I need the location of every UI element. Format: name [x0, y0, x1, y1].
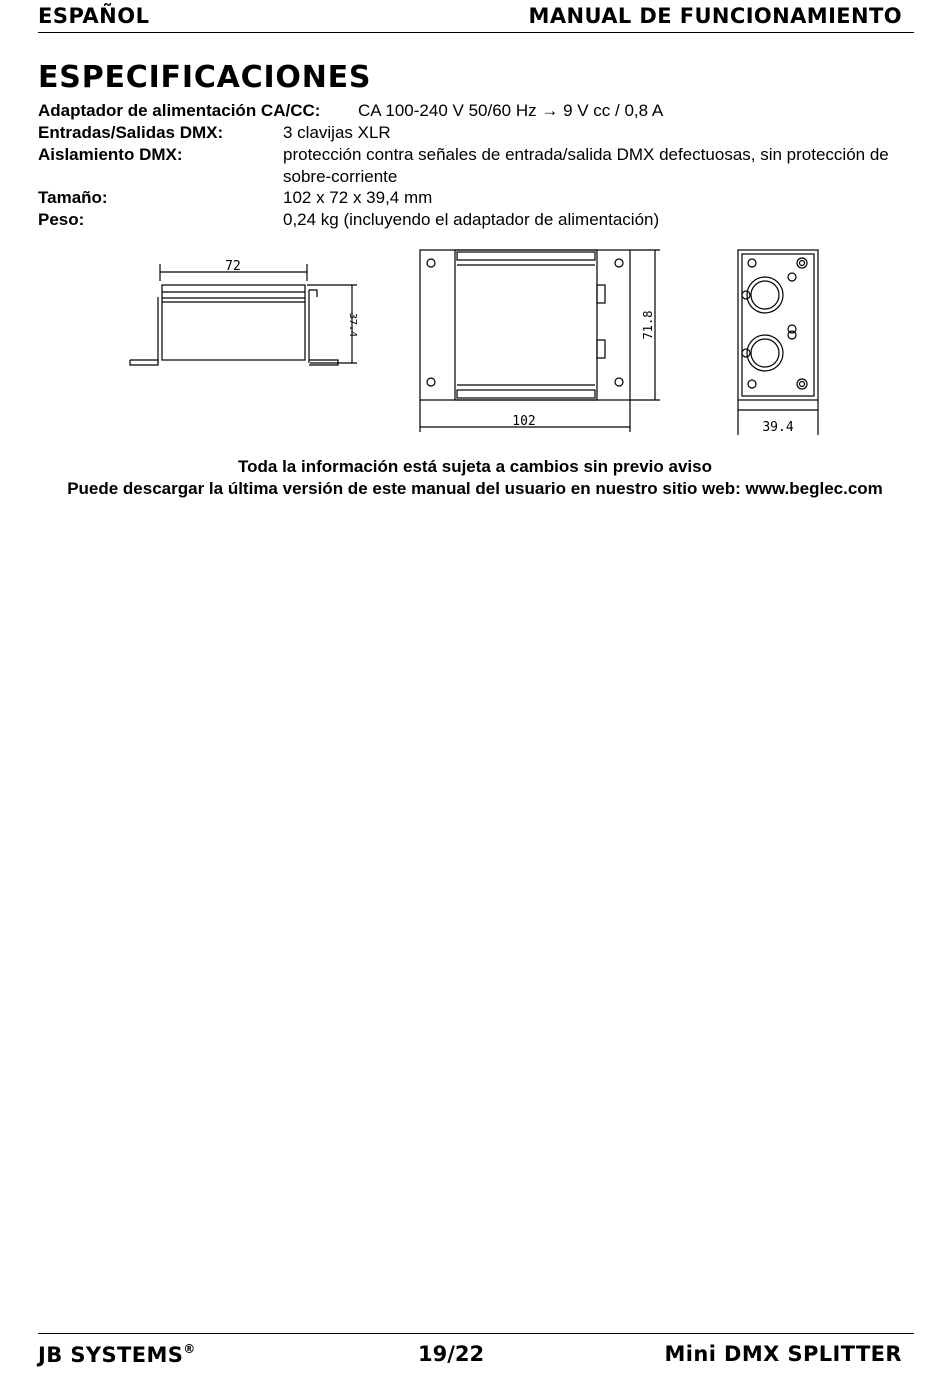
spec-label: Aislamiento DMX:: [38, 145, 183, 164]
footer-brand: [38, 1342, 196, 1367]
spec-label: Tamaño:: [38, 188, 108, 207]
side-view-drawing: [130, 259, 358, 365]
dimension-drawings: [120, 245, 830, 440]
footer-brand-name: JB SYSTEMS: [38, 1343, 184, 1367]
header-manual-title: MANUAL DE FUNCIONAMIENTO: [528, 4, 902, 28]
spec-row-dmx-isolation: [38, 144, 914, 188]
spec-value: CA 100-240 V 50/60 Hz → 9 V cc / 0,8 A: [358, 101, 664, 120]
spec-value: 102 x 72 x 39,4 mm: [283, 188, 433, 207]
top-height-label: 71.8: [641, 310, 655, 340]
side-height-label: 37.4: [347, 312, 358, 338]
spec-row-dmx-io: [38, 122, 914, 144]
registered-mark: ®: [183, 1342, 196, 1356]
spec-label: Adaptador de alimentación CA/CC:: [38, 101, 321, 120]
side-width-label: 72: [225, 259, 241, 274]
page-footer: [38, 1333, 914, 1370]
spec-value: 0,24 kg (incluyendo el adaptador de alimentación): [283, 210, 660, 229]
footer-page-number: 19/22: [418, 1342, 485, 1366]
top-view-drawing: [420, 250, 660, 432]
page-header: [38, 2, 914, 33]
footer-product-name: Mini DMX SPLITTER: [664, 1342, 902, 1366]
spec-label: Entradas/Salidas DMX:: [38, 123, 224, 142]
spec-label: Peso:: [38, 210, 85, 229]
spec-value: 3 clavijas XLR: [283, 123, 391, 142]
spec-row-power: [38, 100, 914, 122]
notice-line-2: Puede descargar la última versión de este manual del usuario en nuestro sitio web: www.beglec.com: [67, 479, 883, 498]
spec-row-size: [38, 187, 914, 209]
spec-value: protección contra señales de entrada/salida DMX defectuosas, sin protección de sobre-corriente: [283, 145, 889, 186]
top-width-label: 102: [512, 414, 536, 429]
front-width-label: 39.4: [762, 420, 794, 435]
spec-row-weight: [38, 209, 914, 231]
header-language: ESPAÑOL: [38, 4, 150, 28]
section-title: ESPECIFICACIONES: [38, 60, 372, 95]
front-view-drawing: [738, 250, 818, 435]
notice-line-1: Toda la información está sujeta a cambios sin previo aviso: [238, 457, 712, 476]
